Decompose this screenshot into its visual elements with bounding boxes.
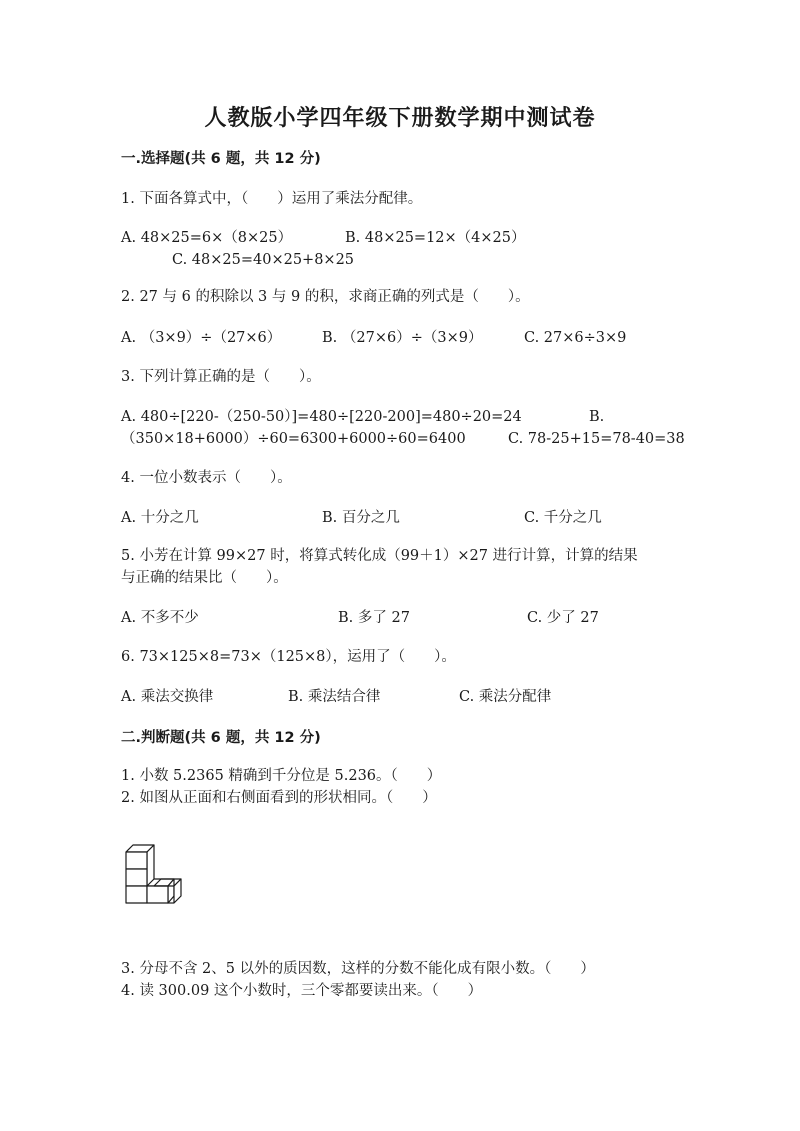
- question-6-option-a: A. 乘法交换律: [121, 689, 214, 705]
- question-3-option-b-text: （350×18+6000）÷60=6300+6000÷60=6400: [121, 431, 466, 447]
- section-heading-choice: 一.选择题(共 6 题，共 12 分): [121, 151, 321, 167]
- question-3-option-b-label: B.: [589, 409, 605, 425]
- judgment-item-4: 4. 读 300.09 这个小数时，三个零都要读出来。（ ）: [121, 983, 483, 999]
- question-5-stem: 5. 小芳在计算 99×27 时，将算式转化成（99＋1）×27 进行计算，计算的结果: [121, 548, 638, 564]
- question-3-option-a: A. 480÷[220-（250-50）]=480÷[220-200]=480÷20=24: [121, 409, 522, 425]
- question-6-option-b: B. 乘法结合律: [288, 689, 381, 705]
- page-title: 人教版小学四年级下册数学期中测试卷: [204, 106, 596, 131]
- judgment-item-2: 2. 如图从正面和右侧面看到的形状相同。（ ）: [121, 790, 437, 806]
- question-1-option-c: C. 48×25=40×25+8×25: [172, 252, 355, 268]
- question-4-option-c: C. 千分之几: [524, 510, 602, 526]
- judgment-item-3: 3. 分母不含 2、5 以外的质因数，这样的分数不能化成有限小数。（ ）: [121, 961, 595, 977]
- question-2-option-b: B. （27×6）÷（3×9）: [322, 330, 483, 346]
- question-2-option-a: A. （3×9）÷（27×6）: [121, 330, 282, 346]
- question-5-option-a: A. 不多不少: [121, 610, 199, 626]
- question-3-stem: 3. 下列计算正确的是（ ）。: [121, 369, 321, 385]
- question-5-option-c: C. 少了 27: [527, 610, 599, 626]
- question-1-option-a: A. 48×25=6×（8×25）: [121, 230, 293, 246]
- question-6-option-c: C. 乘法分配律: [459, 689, 552, 705]
- question-4-option-a: A. 十分之几: [121, 510, 199, 526]
- question-4-stem: 4. 一位小数表示（ ）。: [121, 470, 292, 486]
- question-6-stem: 6. 73×125×8=73×（125×8），运用了（ ）。: [121, 649, 456, 665]
- question-4-option-b: B. 百分之几: [322, 510, 400, 526]
- question-5-stem-cont: 与正确的结果比（ ）。: [121, 570, 288, 586]
- question-5-option-b: B. 多了 27: [338, 610, 410, 626]
- cube-stack-figure: [123, 842, 187, 918]
- question-3-option-c: C. 78-25+15=78-40=38: [508, 431, 685, 447]
- question-2-option-c: C. 27×6÷3×9: [524, 330, 627, 346]
- question-2-stem: 2. 27 与 6 的积除以 3 与 9 的积，求商正确的列式是（ ）。: [121, 289, 530, 305]
- judgment-item-1: 1. 小数 5.2365 精确到千分位是 5.236。（ ）: [121, 768, 442, 784]
- question-1-option-b: B. 48×25=12×（4×25）: [345, 230, 526, 246]
- question-1-stem: 1. 下面各算式中，（ ）运用了乘法分配律。: [121, 191, 423, 207]
- section-heading-true-false: 二.判断题(共 6 题，共 12 分): [121, 730, 321, 746]
